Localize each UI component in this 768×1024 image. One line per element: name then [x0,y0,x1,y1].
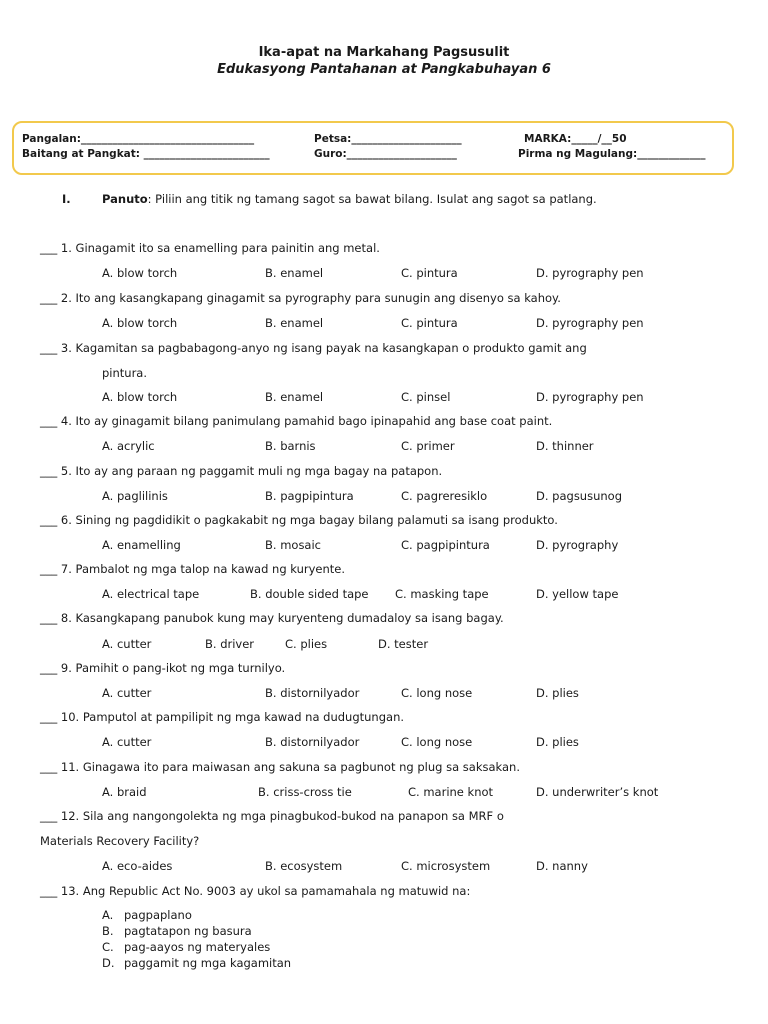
guro-field[interactable]: Guro:_____________________ [314,148,457,160]
q11-option-b: B. criss-cross tie [258,785,352,799]
q2-option-a: A. blow torch [102,316,178,330]
q12-option-d: D. nanny [536,859,588,873]
q7-option-d: D. yellow tape [536,587,619,601]
q11-option-d: D. underwriter’s knot [536,785,659,799]
q12-option-a: A. eco-aides [102,859,173,873]
q6-option-c: C. pagpipintura [401,538,490,552]
instructions [62,192,597,206]
q3-option-c: C. pinsel [401,390,451,404]
instructions-text: : Piliin ang titik ng tamang sagot sa bawat bilang. Isulat ang sagot sa patlang. [147,192,597,206]
question-10: ___ 10. Pamputol at pampilipit ng mga kawad na dudugtungan. [40,710,405,724]
petsa-field[interactable]: Petsa:_____________________ [314,133,462,145]
question-2: ___ 2. Ito ang kasangkapang ginagamit sa pyrography para sunugin ang disenyo sa kahoy. [40,291,561,305]
q13-option-d: D. paggamit ng mga kagamitan [102,956,292,970]
q1-option-a: A. blow torch [102,266,178,280]
question-7: ___ 7. Pambalot ng mga talop na kawad ng kuryente. [40,562,346,576]
q5-option-b: B. pagpipintura [265,489,354,503]
pangalan-field[interactable]: Pangalan:_________________________________ [22,133,255,145]
question-3: ___ 3. Kagamitan sa pagbabagong-anyo ng isang payak na kasangkapan o produkto gamit ang [40,341,587,355]
q13-option-b: B. pagtatapon ng basura [102,924,252,938]
q10-option-a: A. cutter [102,735,152,749]
q3-option-a: A. blow torch [102,390,178,404]
q3-option-b: B. enamel [265,390,324,404]
q5-option-c: C. pagreresiklo [401,489,488,503]
q11-option-c: C. marine knot [408,785,494,799]
q7-option-a: A. electrical tape [102,587,200,601]
question-3-continued: pintura. [102,366,148,380]
q2-option-b: B. enamel [265,316,324,330]
q8-option-a: A. cutter [102,637,152,651]
question-11: ___ 11. Ginagawa ito para maiwasan ang sakuna sa pagbunot ng plug sa saksakan. [40,760,520,774]
q8-option-c: C. plies [285,637,328,651]
q13-option-list [102,907,291,971]
q12-option-c: C. microsystem [401,859,491,873]
q12-option-b: B. ecosystem [265,859,343,873]
q13-option-a: A. pagpaplano [102,908,192,922]
question-6: ___ 6. Sining ng pagdidikit o pagkakabit ng mga bagay bilang palamuti sa isang produkto. [40,513,558,527]
q6-option-a: A. enamelling [102,538,181,552]
q6-option-b: B. mosaic [265,538,321,552]
q8-option-d: D. tester [378,637,429,651]
q7-option-b: B. double sided tape [250,587,369,601]
instructions-label: Panuto [102,192,148,206]
q9-option-b: B. distornilyador [265,686,360,700]
question-5: ___ 5. Ito ay ang paraan ng paggamit muli ng mga bagay na patapon. [40,464,443,478]
q13-option-c: C. pag-aayos ng materyales [102,940,271,954]
q9-option-a: A. cutter [102,686,152,700]
question-4: ___ 4. Ito ay ginagamit bilang panimulang pamahid bago ipinapahid ang base coat paint. [40,414,553,428]
q5-option-a: A. paglilinis [102,489,168,503]
q5-option-d: D. pagsusunog [536,489,622,503]
q10-option-c: C. long nose [401,735,473,749]
q4-option-b: B. barnis [265,439,316,453]
q8-option-b: B. driver [205,637,255,651]
q11-option-a: A. braid [102,785,147,799]
q4-option-a: A. acrylic [102,439,155,453]
student-info-box [12,121,734,175]
q10-option-b: B. distornilyador [265,735,360,749]
question-9: ___ 9. Pamihit o pang-ikot ng mga turnilyo. [40,661,286,675]
question-12-continued: Materials Recovery Facility? [40,834,200,848]
section-number: I. [62,192,71,206]
marka-field[interactable]: MARKA:_____/__50 [524,133,627,145]
question-12: ___ 12. Sila ang nangongolekta ng mga pinagbukod-bukod na panapon sa MRF o [40,809,504,823]
page-subtitle: Edukasyong Pantahanan at Pangkabuhayan 6 [217,62,551,77]
baitang-field[interactable]: Baitang at Pangkat: ________________________ [22,148,270,160]
q6-option-d: D. pyrography [536,538,619,552]
q10-option-d: D. plies [536,735,579,749]
q4-option-d: D. thinner [536,439,594,453]
q1-option-b: B. enamel [265,266,324,280]
q2-option-d: D. pyrography pen [536,316,644,330]
q9-option-d: D. plies [536,686,579,700]
q9-option-c: C. long nose [401,686,473,700]
q1-option-d: D. pyrography pen [536,266,644,280]
q3-option-d: D. pyrography pen [536,390,644,404]
q7-option-c: C. masking tape [395,587,489,601]
question-1: ___ 1. Ginagamit ito sa enamelling para painitin ang metal. [40,241,380,255]
q4-option-c: C. primer [401,439,455,453]
question-13: ___ 13. Ang Republic Act No. 9003 ay ukol sa pamamahala ng matuwid na: [40,884,471,898]
question-8: ___ 8. Kasangkapang panubok kung may kuryenteng dumadaloy sa isang bagay. [40,611,504,625]
pirma-field[interactable]: Pirma ng Magulang:_____________ [518,148,706,160]
q2-option-c: C. pintura [401,316,458,330]
q1-option-c: C. pintura [401,266,458,280]
page-title: Ika-apat na Markahang Pagsusulit [258,45,510,60]
